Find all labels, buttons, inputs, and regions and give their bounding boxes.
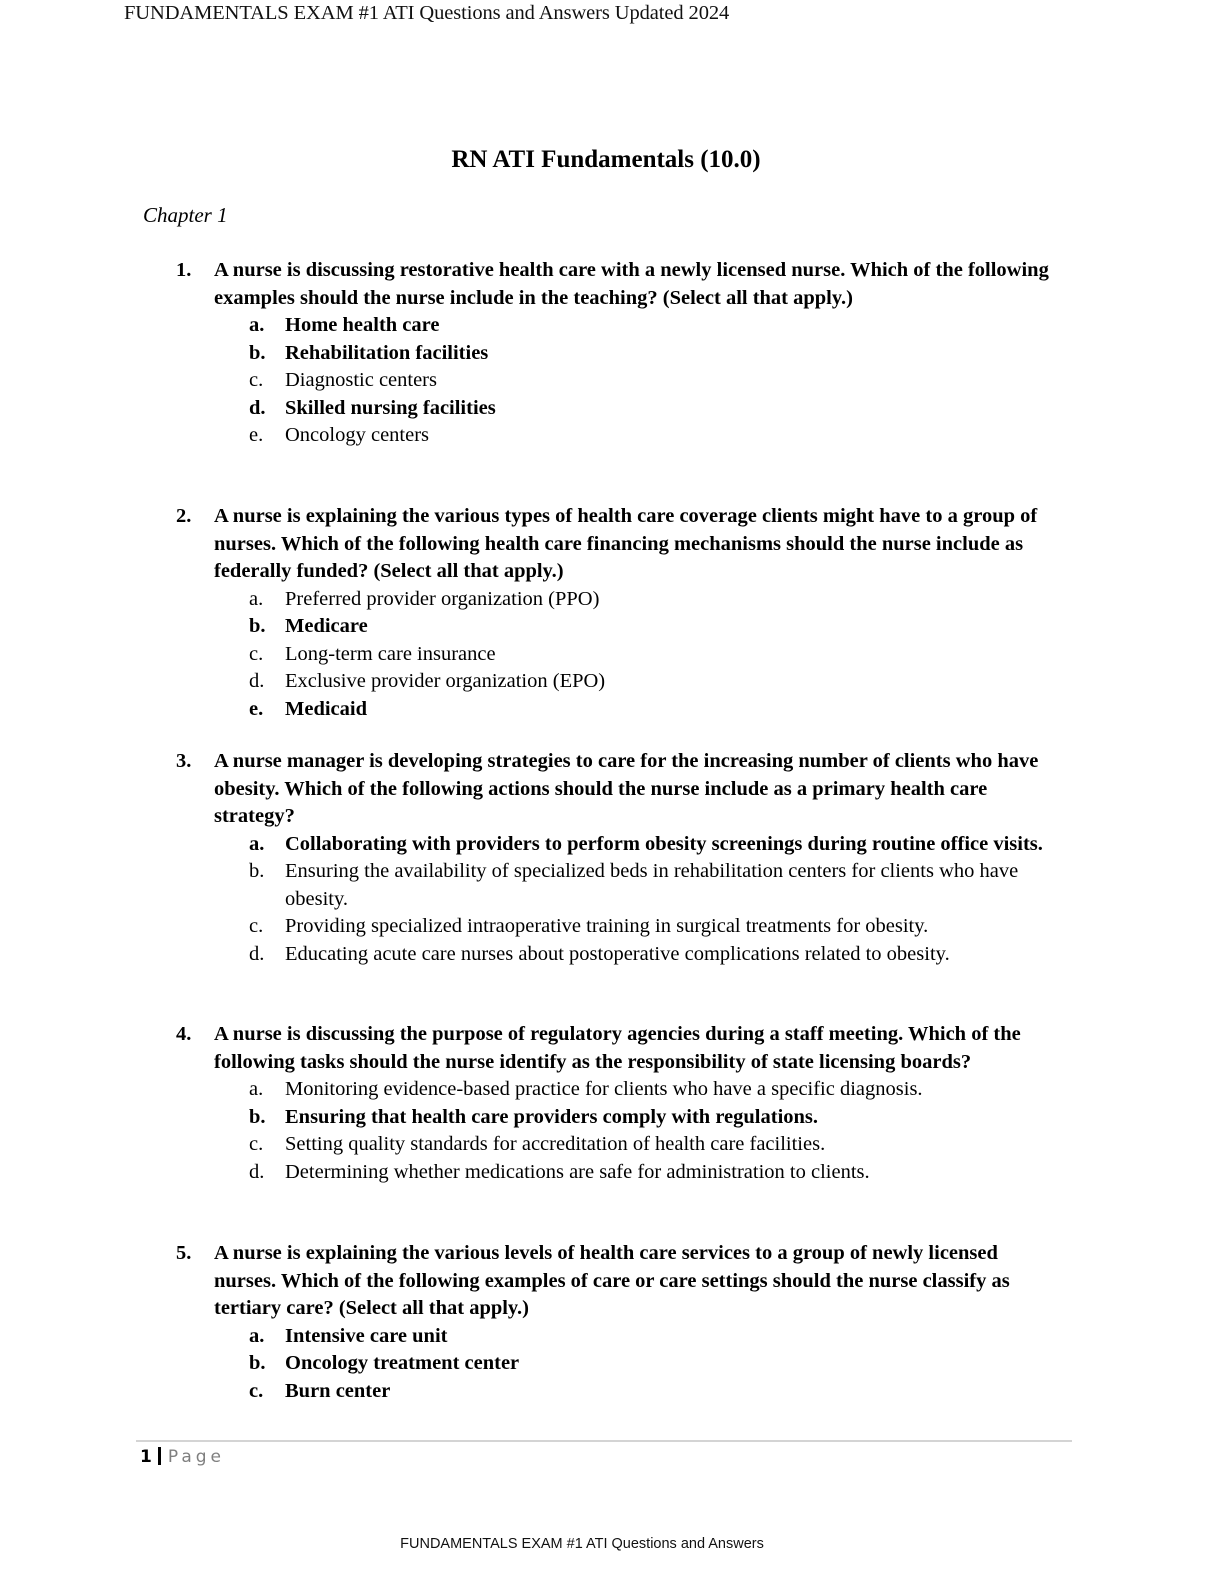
option-letter: c. <box>249 1379 264 1402</box>
answer-option <box>249 858 1076 913</box>
question-5 <box>176 1240 1076 1405</box>
answer-option <box>249 1323 1076 1351</box>
option-letter: b. <box>249 1105 266 1128</box>
question-stem <box>176 1021 1076 1076</box>
option-text: Setting quality standards for accreditation of health care facilities. <box>285 1133 826 1155</box>
option-letter: a. <box>249 587 264 610</box>
option-letter: c. <box>249 369 264 391</box>
answer-option <box>249 668 1076 696</box>
option-letter: a. <box>249 832 265 855</box>
answer-option <box>249 641 1076 669</box>
question-text: A nurse is discussing restorative health care with a newly licensed nurse. Which of the following examples should the nurse include in the teaching? (Select all that apply.) <box>214 259 1049 309</box>
answer-options <box>249 586 1076 724</box>
option-letter: d. <box>249 396 266 419</box>
question-text: A nurse is discussing the purpose of regulatory agencies during a staff meeting. Which of the following tasks should the nurse identify as the responsibility of state licensing boards? <box>214 1023 1021 1073</box>
option-letter: d. <box>249 1160 265 1183</box>
question-text: A nurse is explaining the various levels of health care services to a group of newly licensed nurses. Which of the following examples of care or care settings should the nurse classify as tertiary care? (Select all that apply.) <box>214 1242 1010 1319</box>
option-text: Rehabilitation facilities <box>285 341 489 364</box>
answer-options <box>249 831 1076 969</box>
question-2 <box>176 503 1076 723</box>
option-letter: d. <box>249 942 265 965</box>
answer-option <box>249 1378 1076 1406</box>
question-stem <box>176 257 1076 312</box>
answer-option <box>249 586 1076 614</box>
question-text: A nurse is explaining the various types of health care coverage clients might have to a group of nurses. Which of the following health care financing mechanisms should the nurse include as federally funded? (Select all that apply.) <box>214 505 1038 582</box>
answer-option <box>249 941 1076 969</box>
answer-option <box>249 1131 1076 1159</box>
question-3 <box>176 748 1076 968</box>
option-text: Medicaid <box>285 697 367 720</box>
question-number: 3. <box>176 750 192 772</box>
option-text: Ensuring that health care providers comply with regulations. <box>285 1105 819 1128</box>
answer-options <box>249 1076 1076 1186</box>
answer-option <box>249 312 1076 340</box>
option-text: Providing specialized intraoperative training in surgical treatments for obesity. <box>285 915 929 937</box>
question-1 <box>176 257 1076 450</box>
option-letter: d. <box>249 670 265 692</box>
question-stem <box>176 748 1076 831</box>
question-number: 4. <box>176 1023 192 1045</box>
answer-option <box>249 422 1076 450</box>
option-text: Diagnostic centers <box>285 369 437 391</box>
page-label: Page <box>167 1447 225 1467</box>
option-letter: e. <box>249 697 264 720</box>
answer-option <box>249 613 1076 641</box>
document-title <box>0 145 1224 175</box>
chapter-heading: Chapter 1 <box>143 203 228 227</box>
option-letter: b. <box>249 860 265 882</box>
answer-options <box>249 1323 1076 1406</box>
answer-option <box>249 395 1076 423</box>
footer-divider <box>136 1440 1072 1442</box>
option-text: Determining whether medications are safe for administration to clients. <box>285 1160 870 1183</box>
page-header: FUNDAMENTALS EXAM #1 ATI Questions and Answers Updated 2024 <box>124 2 730 24</box>
answer-option <box>249 696 1076 724</box>
answer-option <box>249 367 1076 395</box>
option-text: Exclusive provider organization (EPO) <box>285 670 606 692</box>
option-letter: a. <box>249 1078 264 1100</box>
option-letter: e. <box>249 424 264 446</box>
option-text: Oncology centers <box>285 424 430 446</box>
question-number: 5. <box>176 1242 192 1264</box>
question-text: A nurse manager is developing strategies to care for the increasing number of clients who have obesity. Which of the following actions should the nurse include as a primary health care strategy? <box>214 750 1039 827</box>
option-letter: b. <box>249 1352 266 1374</box>
option-letter: c. <box>249 1133 264 1155</box>
option-text: Oncology treatment center <box>285 1352 520 1374</box>
option-text: Skilled nursing facilities <box>285 396 496 419</box>
question-stem <box>176 1240 1076 1323</box>
answer-option <box>249 1350 1076 1378</box>
option-text: Home health care <box>285 314 440 336</box>
answer-option <box>249 831 1076 859</box>
option-text: Intensive care unit <box>285 1324 448 1347</box>
question-4 <box>176 1021 1076 1186</box>
option-letter: a. <box>249 314 265 336</box>
page-separator <box>158 1447 161 1465</box>
page-number: 1 <box>140 1447 152 1467</box>
option-text: Educating acute care nurses about postoperative complications related to obesity. <box>285 942 950 965</box>
answer-option <box>249 1159 1076 1187</box>
option-text: Preferred provider organization (PPO) <box>285 587 600 610</box>
document-title-text: RN ATI Fundamentals (10.0) <box>451 146 761 173</box>
question-number: 2. <box>176 505 192 527</box>
option-text: Medicare <box>285 615 368 637</box>
option-letter: a. <box>249 1324 265 1347</box>
answer-options <box>249 312 1076 450</box>
option-text: Burn center <box>285 1379 391 1402</box>
option-text: Monitoring evidence-based practice for clients who have a specific diagnosis. <box>285 1078 923 1100</box>
option-letter: c. <box>249 915 264 937</box>
option-letter: b. <box>249 615 266 637</box>
answer-option <box>249 913 1076 941</box>
page-number-footer <box>140 1446 225 1468</box>
answer-option <box>249 1076 1076 1104</box>
question-number: 1. <box>176 259 192 281</box>
option-text: Ensuring the availability of specialized beds in rehabilitation centers for clients who have obesity. <box>285 860 1019 910</box>
option-text: Long-term care insurance <box>285 642 496 665</box>
bottom-watermark-text: FUNDAMENTALS EXAM #1 ATI Questions and Answers <box>400 1536 764 1552</box>
answer-option <box>249 1104 1076 1132</box>
answer-option <box>249 340 1076 368</box>
option-letter: c. <box>249 642 264 665</box>
option-text: Collaborating with providers to perform obesity screenings during routine office visits. <box>285 832 1043 855</box>
option-letter: b. <box>249 341 266 364</box>
question-stem <box>176 503 1076 586</box>
